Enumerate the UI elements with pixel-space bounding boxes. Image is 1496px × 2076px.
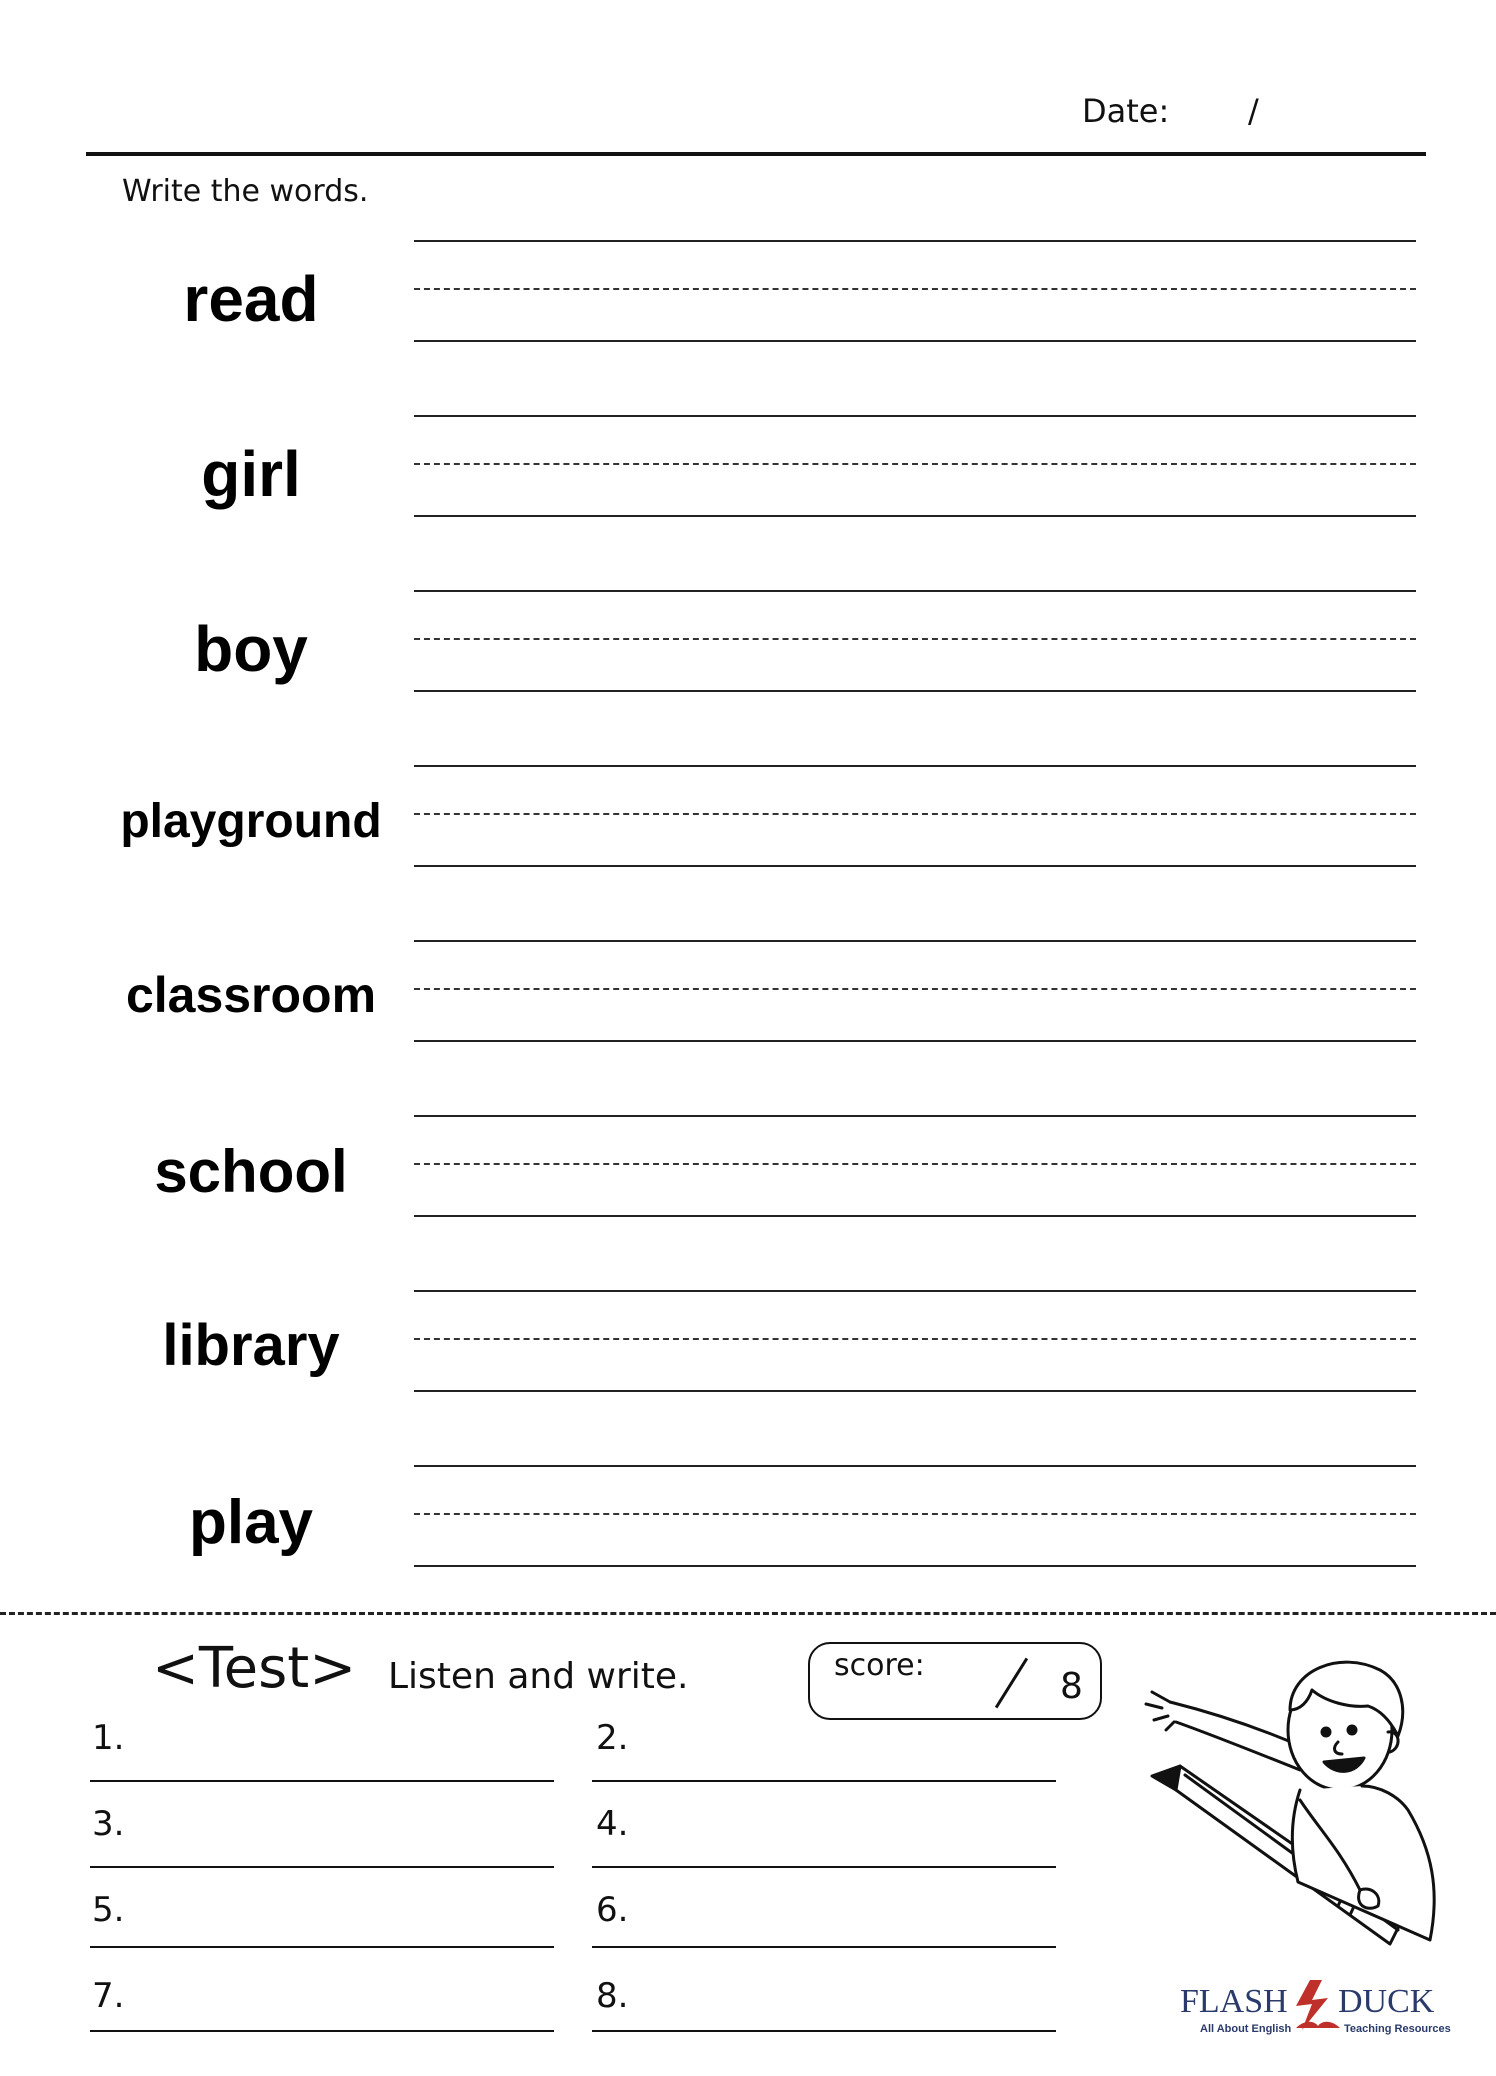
practice-word: boy <box>194 613 308 685</box>
answer-line[interactable] <box>592 2030 1056 2032</box>
logo-name-left: FLASH <box>1180 1983 1288 2020</box>
writing-guide-line[interactable] <box>414 288 1416 290</box>
writing-guide-line[interactable] <box>414 1163 1416 1165</box>
writing-top-line <box>414 590 1416 592</box>
score-total: 8 <box>1060 1666 1083 1707</box>
writing-guide-line[interactable] <box>414 1338 1416 1340</box>
answer-number: 1. <box>92 1718 125 1758</box>
writing-guide-line[interactable] <box>414 463 1416 465</box>
answer-line[interactable] <box>90 1866 554 1868</box>
writing-base-line <box>414 690 1416 692</box>
answer-number: 5. <box>92 1890 125 1930</box>
answer-number: 8. <box>596 1976 629 2016</box>
writing-top-line <box>414 240 1416 242</box>
writing-base-line <box>414 340 1416 342</box>
logo-tagline-left: All About English <box>1200 2023 1292 2035</box>
practice-word: playground <box>120 795 382 848</box>
date-separator: / <box>1248 92 1259 130</box>
practice-word: classroom <box>125 967 377 1023</box>
writing-guide-line[interactable] <box>414 988 1416 990</box>
practice-word: play <box>188 1488 314 1557</box>
answer-line[interactable] <box>90 2030 554 2032</box>
flashduck-logo <box>1178 1976 1478 2036</box>
answer-line[interactable] <box>592 1866 1056 1868</box>
answer-line[interactable] <box>592 1780 1056 1782</box>
writing-base-line <box>414 865 1416 867</box>
practice-word: read <box>183 263 319 335</box>
writing-guide-line[interactable] <box>414 813 1416 815</box>
answer-line[interactable] <box>90 1780 554 1782</box>
score-slash <box>995 1658 1028 1709</box>
writing-base-line <box>414 515 1416 517</box>
writing-top-line <box>414 415 1416 417</box>
writing-base-line <box>414 1390 1416 1392</box>
answer-number: 4. <box>596 1804 629 1844</box>
answer-line[interactable] <box>592 1946 1056 1948</box>
answer-number: 3. <box>92 1804 125 1844</box>
test-instruction: Listen and write. <box>388 1656 689 1697</box>
practice-word: school <box>154 1138 348 1205</box>
score-box <box>808 1642 1102 1720</box>
writing-base-line <box>414 1040 1416 1042</box>
logo-tagline-right: Teaching Resources <box>1344 2023 1451 2035</box>
practice-word: library <box>162 1313 340 1378</box>
writing-base-line <box>414 1565 1416 1567</box>
cut-line <box>0 1612 1496 1615</box>
practice-word: girl <box>201 438 301 510</box>
writing-base-line <box>414 1215 1416 1217</box>
logo-name-right: DUCK <box>1338 1983 1435 2020</box>
writing-top-line <box>414 1290 1416 1292</box>
exercise-instruction: Write the words. <box>122 174 369 209</box>
writing-guide-line[interactable] <box>414 1513 1416 1515</box>
writing-guide-line[interactable] <box>414 638 1416 640</box>
answer-number: 6. <box>596 1890 629 1930</box>
book-icon <box>1296 2022 1340 2028</box>
boy-with-pencil-illustration <box>1140 1650 1470 1950</box>
writing-top-line <box>414 765 1416 767</box>
answer-number: 2. <box>596 1718 629 1758</box>
writing-top-line <box>414 1465 1416 1467</box>
writing-top-line <box>414 940 1416 942</box>
writing-top-line <box>414 1115 1416 1117</box>
answer-line[interactable] <box>90 1946 554 1948</box>
boy-face <box>1288 1662 1403 1790</box>
answer-number: 7. <box>92 1976 125 2016</box>
test-title: <Test> <box>152 1636 357 1701</box>
score-label: score: <box>834 1648 925 1683</box>
date-label: Date: <box>1082 92 1170 130</box>
header-rule <box>86 152 1426 156</box>
